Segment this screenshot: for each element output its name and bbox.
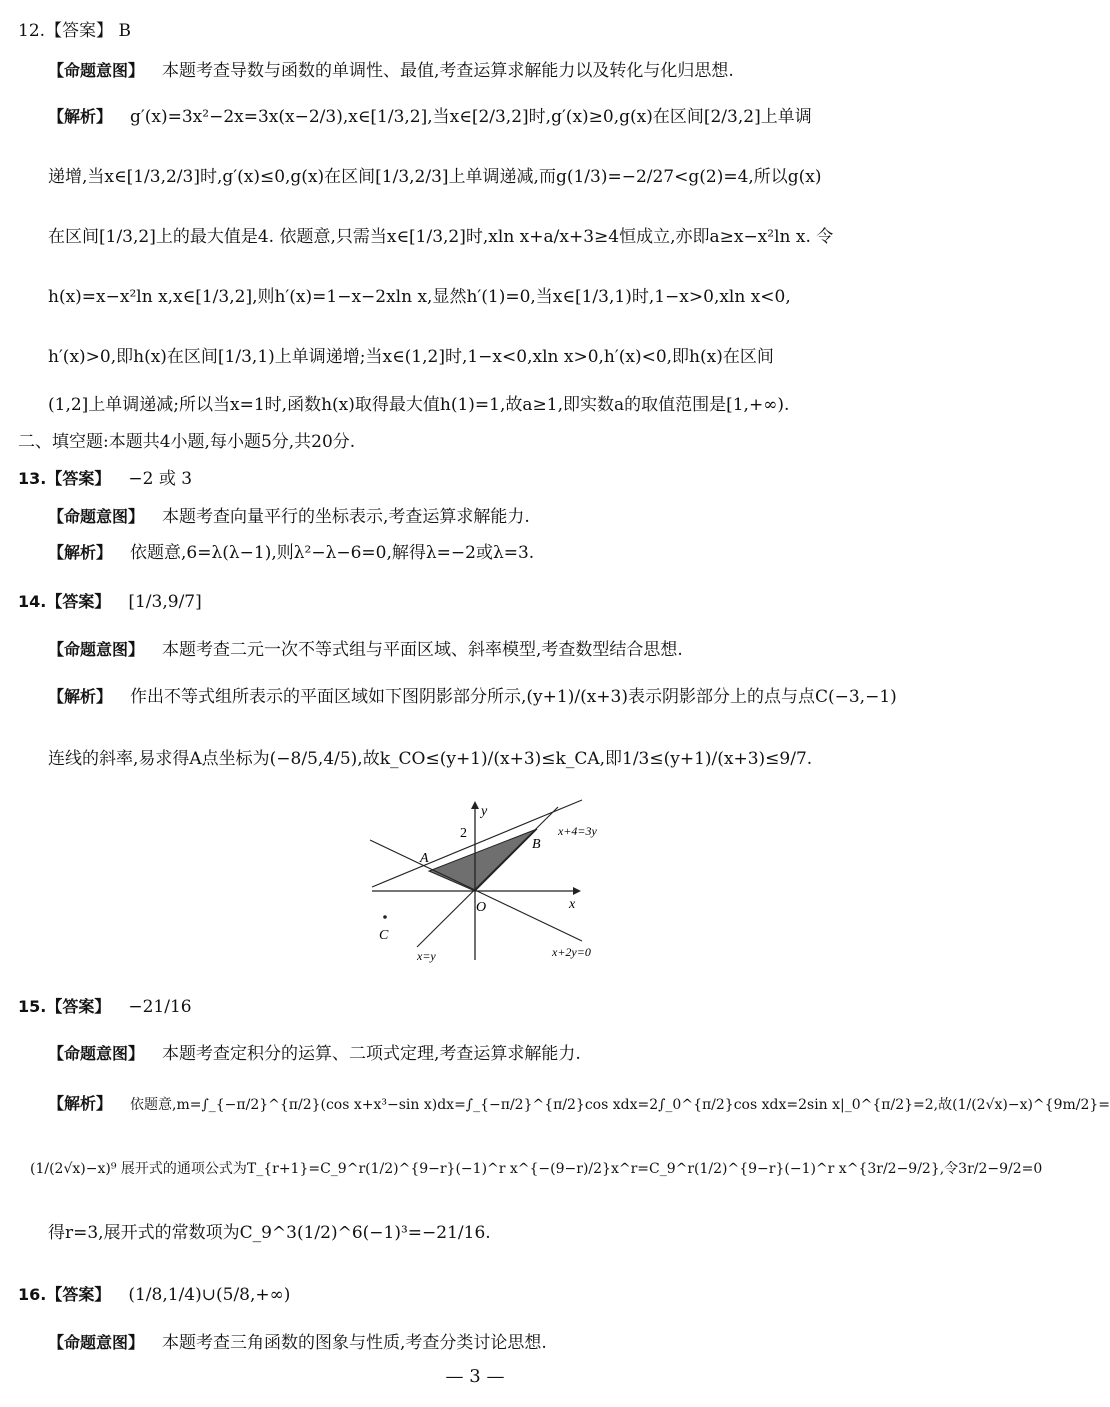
point-a-label: A — [420, 851, 429, 866]
analysis-text: 作出不等式组所表示的平面区域如下图阴影部分所示,(y+1)/(x+3)表示阴影部分上的点与点C(−3,−1) — [130, 687, 897, 707]
q14-intent — [48, 639, 683, 661]
answer-text: −21/16 — [128, 997, 192, 1017]
tick-label-2: 2 — [460, 826, 467, 841]
intent-tag: 【命题意图】 — [48, 1044, 145, 1063]
q15-analysis-line2: (1/(2√x)−x)⁹ 展开式的通项公式为T_{r+1}=C_9^r(1/2)^{9−r}(−1)^r x^{−(9−r)/2}x^r=C_9^r(1/2)^{9−r}(−1)^r x^{3r/2−9/2},令3r/2−9/2=0 — [30, 1161, 1043, 1177]
q15-answer — [18, 996, 192, 1018]
q12-analysis — [48, 106, 812, 128]
analysis-text: 依题意,m=∫_{−π/2}^{π/2}(cos x+x³−sin x)dx=∫_{−π/2}^{π/2}cos xdx=2∫_0^{π/2}cos xdx=2sin x|_0^{π/2}=2,故(1/(2√x)−x)^{9m/2}= — [130, 1097, 1110, 1113]
origin-label: O — [476, 900, 487, 915]
page-number: — 3 — — [445, 1366, 505, 1387]
y-axis-arrow — [471, 801, 479, 809]
point-b-label: B — [532, 837, 541, 852]
intent-tag: 【命题意图】 — [48, 507, 145, 526]
q12-answer: 12.【答案】 B — [18, 21, 131, 41]
answer-tag: 16.【答案】 — [18, 1285, 111, 1304]
q16-intent — [48, 1332, 547, 1354]
q15-analysis-line3: 得r=3,展开式的常数项为C_9^3(1/2)^6(−1)³=−21/16. — [48, 1223, 491, 1243]
region-figure — [362, 795, 617, 967]
line3-label: x+2y=0 — [552, 945, 591, 959]
answer-text: [1/3,9/7] — [128, 592, 202, 612]
q15-analysis — [48, 1093, 1110, 1116]
q12-analysis-line5: h′(x)>0,即h(x)在区间[1/3,1)上单调递增;当x∈(1,2]时,1−x<0,xln x>0,h′(x)<0,即h(x)在区间 — [48, 347, 774, 367]
line2-label: x=y — [417, 949, 436, 963]
analysis-tag: 【解析】 — [48, 1094, 113, 1113]
section-heading: 二、填空题:本题共4小题,每小题5分,共20分. — [18, 432, 356, 452]
intent-tag: 【命题意图】 — [48, 61, 145, 80]
analysis-tag: 【解析】 — [48, 543, 113, 562]
q12-analysis-line3: 在区间[1/3,2]上的最大值是4. 依题意,只需当x∈[1/3,2]时,xln x+a/x+3≥4恒成立,亦即a≥x−x²ln x. 令 — [48, 227, 834, 247]
answer-tag: 13.【答案】 — [18, 469, 111, 488]
q12-analysis-line2: 递增,当x∈[1/3,2/3]时,g′(x)≤0,g(x)在区间[1/3,2/3]上单调递减,而g(1/3)=−2/27<g(2)=4,所以g(x) — [48, 167, 822, 187]
point-c-dot — [383, 915, 387, 919]
answer-text: −2 或 3 — [128, 469, 193, 489]
q14-analysis-line2: 连线的斜率,易求得A点坐标为(−8/5,4/5),故k_CO≤(y+1)/(x+3)≤k_CA,即1/3≤(y+1)/(x+3)≤9/7. — [48, 749, 813, 769]
analysis-tag: 【解析】 — [48, 107, 113, 126]
q12-analysis-line6: (1,2]上单调递减;所以当x=1时,函数h(x)取得最大值h(1)=1,故a≥1,即实数a的取值范围是[1,+∞). — [48, 395, 790, 415]
q13-answer — [18, 468, 192, 490]
intent-text: 本题考查向量平行的坐标表示,考查运算求解能力. — [162, 507, 530, 527]
intent-tag: 【命题意图】 — [48, 1333, 145, 1352]
q13-analysis — [48, 542, 534, 564]
line-x-eq-y — [417, 807, 558, 947]
q15-intent — [48, 1043, 581, 1065]
q12-intent — [48, 60, 734, 82]
line1-label: x+4=3y — [558, 824, 597, 838]
intent-tag: 【命题意图】 — [48, 640, 145, 659]
q12-analysis-line4: h(x)=x−x²ln x,x∈[1/3,2],则h′(x)=1−x−2xln x,显然h′(1)=0,当x∈[1/3,1)时,1−x>0,xln x<0, — [48, 287, 791, 307]
x-axis-label: x — [569, 897, 576, 912]
analysis-text: 依题意,6=λ(λ−1),则λ²−λ−6=0,解得λ=−2或λ=3. — [130, 543, 535, 563]
answer-tag: 15.【答案】 — [18, 997, 111, 1016]
q13-intent — [48, 506, 530, 528]
intent-text: 本题考查二元一次不等式组与平面区域、斜率模型,考查数型结合思想. — [162, 640, 683, 660]
answer-text: (1/8,1/4)∪(5/8,+∞) — [128, 1285, 291, 1305]
y-axis-label: y — [481, 804, 488, 819]
intent-text: 本题考查三角函数的图象与性质,考查分类讨论思想. — [162, 1333, 547, 1353]
intent-text: 本题考查导数与函数的单调性、最值,考查运算求解能力以及转化与化归思想. — [162, 61, 734, 81]
answer-tag: 14.【答案】 — [18, 592, 111, 611]
intent-text: 本题考查定积分的运算、二项式定理,考查运算求解能力. — [162, 1044, 581, 1064]
analysis-text: g′(x)=3x²−2x=3x(x−2/3),x∈[1/3,2],当x∈[2/3,2]时,g′(x)≥0,g(x)在区间[2/3,2]上单调 — [130, 107, 812, 127]
q16-answer — [18, 1284, 290, 1306]
point-c-label: C — [379, 928, 389, 943]
q14-answer — [18, 591, 202, 613]
analysis-tag: 【解析】 — [48, 687, 113, 706]
x-axis-arrow — [573, 887, 581, 895]
q14-analysis — [48, 686, 897, 708]
